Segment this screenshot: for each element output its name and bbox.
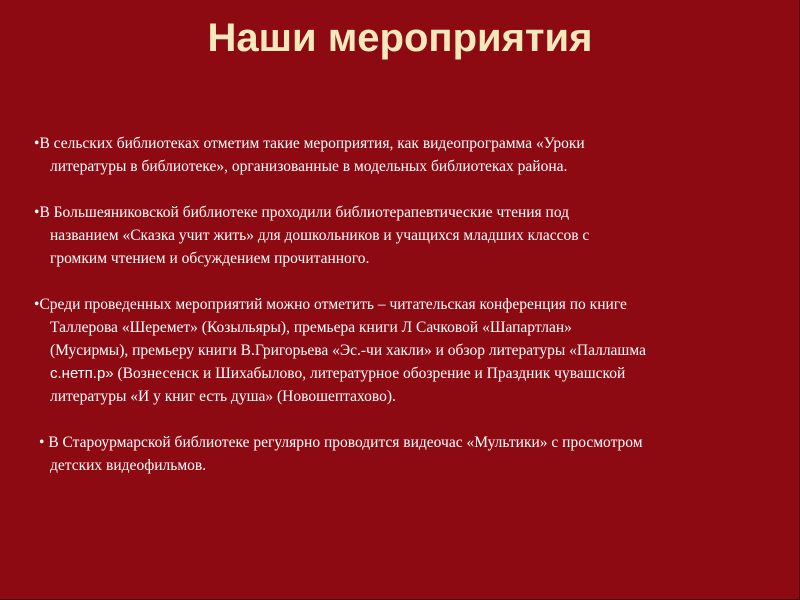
bullet-text-line: детских видеофильмов.: [50, 457, 207, 474]
bullet-text-line: названием «Сказка учит жить» для дошкольников и учащихся младших классов с: [50, 227, 590, 244]
bullet-item-bolsheyanikovo: [28, 201, 758, 270]
bullet-marker: •: [34, 296, 40, 313]
bullet-list: [28, 132, 758, 500]
bullet-text-line: В Староурмарской библиотеке регулярно проводится видеочас «Мультики» с просмотром: [44, 434, 643, 451]
bullet-text-line: громким чтением и обсуждением прочитанного.: [50, 250, 370, 267]
bullet-text-line: В сельских библиотеках отметим такие мероприятия, как видеопрограмма «Уроки: [39, 135, 585, 152]
bullet-text-fragment: (Вознесенск и Шихабылово, литературное обозрение и Праздник чувашской: [113, 365, 626, 382]
bullet-text-line: (Мусирмы), премьеру книги В.Григорьева «Эс.-чи хакли» и обзор литературы «Паллашма: [50, 342, 646, 359]
bullet-text-line: Таллерова «Шеремет» (Козыльяры), премьера книги Л Сачковой «Шапартлан»: [50, 319, 572, 336]
bullet-text-line: В Большеяниковской библиотеке проходили библиотерапевтические чтения под: [39, 204, 570, 221]
bullet-marker: •: [34, 204, 40, 221]
bullet-text-line: литературы в библиотеке», организованные в модельных библиотеках района.: [50, 158, 568, 175]
bullet-marker: •: [39, 434, 45, 451]
bullet-marker: •: [34, 135, 40, 152]
bullet-text-line: Среди проведенных мероприятий можно отметить – читательская конференция по книге: [39, 296, 627, 313]
slide-title: Наши мероприятия: [207, 16, 593, 60]
bullet-item-staroyrmary: [28, 431, 758, 477]
bullet-text-fragment: с.нетп.р»: [50, 365, 114, 382]
bullet-item-events: [28, 293, 758, 408]
bullet-item-rural-libraries: [28, 132, 758, 178]
bullet-text-line: литературы «И у книг есть душа» (Новошептахово).: [50, 388, 396, 405]
